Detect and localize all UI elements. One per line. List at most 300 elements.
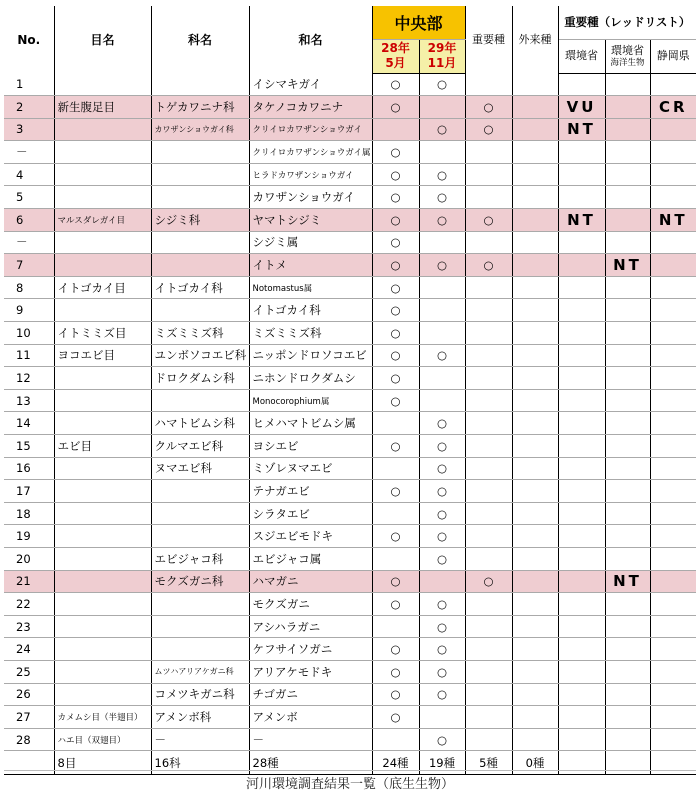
cell-name: エビジャコ属 [249,547,372,570]
cell-shizuoka [650,525,696,548]
cell-shizuoka [650,322,696,345]
cell-ministry-env [558,728,605,751]
cell-shizuoka [650,660,696,683]
cell-important [465,638,512,661]
cell-name: ハマガニ [249,570,372,593]
cell-alien: 0種 [512,751,558,775]
cell-no: 27 [4,706,54,729]
cell-ministry-env [558,254,605,277]
cell-family [151,163,249,186]
table-row [4,276,696,299]
cell-survey-2017-nov: ○ [419,683,465,706]
cell-ministry-env [558,141,605,164]
cell-survey-2016-may: ○ [372,660,419,683]
cell-name: クリイロカワザンショウガイ属 [249,141,372,164]
cell-ministry-env-marine [605,547,650,570]
cell-name: ヤマトシジミ [249,209,372,232]
cell-ministry-env-marine [605,276,650,299]
cell-alien [512,209,558,232]
cell-order [54,231,151,254]
cell-name: タケノコカワニナ [249,96,372,119]
header-ministry-env-marine-top: 環境省 [611,43,645,57]
cell-important [465,435,512,458]
cell-order: ハエ目（双翅目） [54,728,151,751]
cell-survey-2017-nov [419,322,465,345]
cell-no: 19 [4,525,54,548]
cell-ministry-env-marine [605,457,650,480]
cell-survey-2017-nov: ○ [419,480,465,503]
cell-survey-2016-may: ○ [372,96,419,119]
cell-ministry-env-marine [605,73,650,96]
cell-important [465,163,512,186]
cell-order [54,186,151,209]
cell-family: ドロクダムシ科 [151,367,249,390]
cell-name: ニッポンドロソコエビ [249,344,372,367]
cell-survey-2016-may: ○ [372,186,419,209]
table-row [4,502,696,525]
cell-survey-2017-nov: ○ [419,209,465,232]
cell-no: 25 [4,660,54,683]
cell-no: 18 [4,502,54,525]
table-row [4,254,696,277]
cell-ministry-env-marine [605,525,650,548]
cell-survey-2016-may: ○ [372,638,419,661]
cell-important [465,299,512,322]
cell-order [54,389,151,412]
cell-no: 2 [4,96,54,119]
cell-ministry-env [558,457,605,480]
cell-family [151,638,249,661]
cell-family [151,299,249,322]
table-row [4,593,696,616]
cell-important [465,276,512,299]
cell-survey-2017-nov [419,299,465,322]
cell-ministry-env [558,751,605,775]
cell-shizuoka [650,186,696,209]
table-row [4,73,696,96]
cell-order: 8目 [54,751,151,775]
cell-family: ユンボソコエビ科 [151,344,249,367]
table-caption: 河川環境調査結果一覧（底生生物） [245,777,454,792]
cell-ministry-env [558,322,605,345]
cell-family: イトゴカイ科 [151,276,249,299]
cell-family: コメツキガニ科 [151,683,249,706]
header-ministry-env-marine-bottom: 海洋生物 [610,57,645,68]
cell-survey-2017-nov [419,570,465,593]
cell-no: 22 [4,593,54,616]
cell-family: 16科 [151,751,249,775]
benthos-survey-table [4,6,696,775]
cell-no: 4 [4,163,54,186]
cell-alien [512,389,558,412]
cell-shizuoka [650,344,696,367]
cell-important [465,706,512,729]
cell-alien [512,615,558,638]
cell-survey-2016-may [372,728,419,751]
cell-alien [512,660,558,683]
cell-order [54,141,151,164]
cell-no: 9 [4,299,54,322]
cell-family: エビジャコ科 [151,547,249,570]
cell-family [151,186,249,209]
cell-survey-2017-nov: ○ [419,163,465,186]
table-row [4,163,696,186]
cell-survey-2017-nov: ○ [419,457,465,480]
table-row [4,186,696,209]
cell-ministry-env [558,163,605,186]
cell-name: イトゴカイ科 [249,299,372,322]
cell-ministry-env [558,638,605,661]
cell-shizuoka [650,570,696,593]
table-row [4,525,696,548]
cell-family: トゲカワニナ科 [151,96,249,119]
cell-ministry-env [558,231,605,254]
cell-shizuoka [650,683,696,706]
cell-shizuoka [650,299,696,322]
cell-important [465,683,512,706]
caption-divider [4,770,696,771]
table-row [4,570,696,593]
cell-ministry-env-marine [605,299,650,322]
header-japanese-name: 和名 [249,6,372,73]
cell-shizuoka [650,118,696,141]
cell-no: 13 [4,389,54,412]
cell-order: イトゴカイ目 [54,276,151,299]
cell-alien [512,525,558,548]
cell-survey-2016-may: ○ [372,163,419,186]
cell-family: － [151,728,249,751]
cell-important: ○ [465,118,512,141]
cell-shizuoka [650,615,696,638]
cell-order [54,593,151,616]
cell-name: イトメ [249,254,372,277]
cell-family: ハマトビムシ科 [151,412,249,435]
table-row [4,683,696,706]
cell-family [151,525,249,548]
cell-name: ヒラドカワザンショウガイ [249,163,372,186]
cell-alien [512,435,558,458]
cell-survey-2017-nov: ○ [419,502,465,525]
table-row [4,209,696,232]
table-row [4,660,696,683]
cell-survey-2016-may: ○ [372,254,419,277]
cell-ministry-env [558,367,605,390]
cell-no: 26 [4,683,54,706]
cell-survey-2016-may: ○ [372,231,419,254]
cell-name: － [249,728,372,751]
cell-survey-2016-may: ○ [372,480,419,503]
cell-survey-2017-nov: ○ [419,412,465,435]
cell-order [54,615,151,638]
cell-no: 21 [4,570,54,593]
cell-family [151,593,249,616]
cell-name: アメンボ [249,706,372,729]
cell-ministry-env: NT [558,209,605,232]
cell-survey-2016-may [372,547,419,570]
cell-ministry-env-marine [605,186,650,209]
header-central-area: 中央部 [372,6,465,39]
cell-name: 28種 [249,751,372,775]
cell-no: 15 [4,435,54,458]
cell-survey-2016-may: ○ [372,525,419,548]
cell-ministry-env [558,435,605,458]
cell-no: 17 [4,480,54,503]
cell-ministry-env [558,593,605,616]
cell-ministry-env-marine [605,435,650,458]
cell-important [465,389,512,412]
cell-name: ヨシエビ [249,435,372,458]
cell-survey-2016-may: ○ [372,141,419,164]
cell-important: ○ [465,96,512,119]
cell-ministry-env: NT [558,118,605,141]
cell-shizuoka: NT [650,209,696,232]
cell-ministry-env-marine [605,502,650,525]
cell-survey-2017-nov: ○ [419,728,465,751]
header-important-species: 重要種 [465,6,512,73]
cell-ministry-env: VU [558,96,605,119]
cell-important [465,367,512,390]
cell-no: 24 [4,638,54,661]
cell-no: 1 [4,73,54,96]
cell-name: カワザンショウガイ [249,186,372,209]
totals-row [4,751,696,775]
cell-name: アリアケモドキ [249,660,372,683]
cell-no [4,751,54,775]
cell-ministry-env [558,480,605,503]
cell-alien [512,367,558,390]
cell-shizuoka [650,638,696,661]
cell-alien [512,480,558,503]
cell-order [54,547,151,570]
cell-survey-2016-may: ○ [372,73,419,96]
cell-alien [512,163,558,186]
cell-survey-2016-may: ○ [372,683,419,706]
cell-name: スジエビモドキ [249,525,372,548]
cell-ministry-env [558,502,605,525]
cell-survey-2017-nov: ○ [419,547,465,570]
cell-ministry-env-marine [605,163,650,186]
cell-shizuoka [650,706,696,729]
cell-alien [512,502,558,525]
table-row [4,615,696,638]
cell-alien [512,73,558,96]
cell-order: イトミミズ目 [54,322,151,345]
cell-important [465,525,512,548]
cell-ministry-env-marine [605,209,650,232]
cell-ministry-env [558,412,605,435]
cell-shizuoka [650,141,696,164]
cell-name: クリイロカワザンショウガイ [249,118,372,141]
cell-survey-2017-nov [419,367,465,390]
cell-alien [512,728,558,751]
cell-important: ○ [465,254,512,277]
cell-family: ムツハアリアケガニ科 [151,660,249,683]
cell-survey-2017-nov: ○ [419,615,465,638]
cell-important: ○ [465,570,512,593]
cell-alien [512,96,558,119]
cell-name: ヒメハマトビムシ属 [249,412,372,435]
cell-no: 7 [4,254,54,277]
cell-ministry-env-marine [605,412,650,435]
cell-important [465,593,512,616]
cell-alien [512,344,558,367]
cell-survey-2017-nov: ○ [419,118,465,141]
table-row [4,457,696,480]
cell-survey-2016-may [372,118,419,141]
cell-family: シジミ科 [151,209,249,232]
cell-shizuoka [650,480,696,503]
cell-name: ミズミミズ科 [249,322,372,345]
cell-ministry-env [558,73,605,96]
cell-alien [512,231,558,254]
cell-survey-2017-nov: ○ [419,254,465,277]
cell-important [465,615,512,638]
header-ministry-env-marine [605,39,650,73]
cell-no: 11 [4,344,54,367]
cell-order: マルスダレガイ目 [54,209,151,232]
cell-survey-2016-may: ○ [372,276,419,299]
table-row [4,706,696,729]
cell-shizuoka [650,435,696,458]
header-survey-2017-nov: 29年 11月 [419,39,465,73]
cell-survey-2017-nov [419,706,465,729]
cell-no: 10 [4,322,54,345]
cell-name: モクズガニ [249,593,372,616]
cell-ministry-env-marine [605,480,650,503]
cell-alien [512,118,558,141]
cell-family [151,615,249,638]
cell-alien [512,254,558,277]
table-row [4,96,696,119]
cell-alien [512,412,558,435]
cell-shizuoka [650,502,696,525]
cell-ministry-env [558,660,605,683]
cell-ministry-env-marine [605,141,650,164]
cell-alien [512,638,558,661]
cell-survey-2016-may: 24種 [372,751,419,775]
cell-important [465,344,512,367]
cell-order [54,502,151,525]
cell-ministry-env [558,683,605,706]
cell-order [54,480,151,503]
header-survey-2016-may: 28年 5月 [372,39,419,73]
cell-shizuoka [650,163,696,186]
header-shizuoka-prefecture: 静岡県 [650,39,696,73]
cell-shizuoka [650,728,696,751]
cell-important [465,141,512,164]
cell-important [465,502,512,525]
table-row [4,367,696,390]
cell-name: アシハラガニ [249,615,372,638]
cell-survey-2017-nov: ○ [419,344,465,367]
cell-family: クルマエビ科 [151,435,249,458]
cell-survey-2017-nov [419,141,465,164]
cell-shizuoka [650,457,696,480]
cell-ministry-env-marine [605,118,650,141]
cell-name: ニホンドロクダムシ [249,367,372,390]
cell-survey-2017-nov: 19種 [419,751,465,775]
table-row [4,231,696,254]
cell-no: 14 [4,412,54,435]
cell-ministry-env [558,299,605,322]
cell-ministry-env-marine [605,322,650,345]
cell-no: 6 [4,209,54,232]
table-row [4,118,696,141]
cell-shizuoka [650,254,696,277]
cell-important [465,412,512,435]
table-row [4,344,696,367]
cell-ministry-env [558,615,605,638]
cell-order [54,163,151,186]
cell-important [465,660,512,683]
header-family: 科名 [151,6,249,73]
cell-survey-2017-nov [419,96,465,119]
cell-shizuoka [650,412,696,435]
cell-family [151,73,249,96]
cell-family: ヌマエビ科 [151,457,249,480]
cell-survey-2016-may: ○ [372,593,419,616]
cell-survey-2016-may: ○ [372,570,419,593]
cell-order [54,254,151,277]
cell-no: － [4,231,54,254]
cell-family: ミズミミズ科 [151,322,249,345]
cell-ministry-env [558,706,605,729]
cell-ministry-env-marine [605,638,650,661]
header-no: No. [4,6,54,73]
cell-shizuoka [650,751,696,775]
cell-name: イシマキガイ [249,73,372,96]
cell-ministry-env-marine: NT [605,570,650,593]
cell-no: 5 [4,186,54,209]
cell-ministry-env-marine [605,389,650,412]
cell-important [465,322,512,345]
cell-ministry-env [558,389,605,412]
cell-name: シラタエビ [249,502,372,525]
table-row [4,322,696,345]
cell-no: 28 [4,728,54,751]
cell-survey-2017-nov: ○ [419,593,465,616]
cell-important [465,480,512,503]
cell-no: 3 [4,118,54,141]
cell-ministry-env-marine: NT [605,254,650,277]
header-order: 目名 [54,6,151,73]
cell-order [54,660,151,683]
cell-order [54,638,151,661]
cell-ministry-env-marine [605,593,650,616]
cell-important: 5種 [465,751,512,775]
cell-family [151,254,249,277]
cell-alien [512,186,558,209]
table-row [4,480,696,503]
cell-ministry-env [558,344,605,367]
cell-survey-2016-may: ○ [372,706,419,729]
table-row [4,638,696,661]
cell-order: 新生腹足目 [54,96,151,119]
cell-family: モクズガニ科 [151,570,249,593]
cell-alien [512,457,558,480]
cell-family [151,141,249,164]
cell-family [151,480,249,503]
cell-no: － [4,141,54,164]
cell-survey-2017-nov: ○ [419,186,465,209]
cell-name: ケフサイソガニ [249,638,372,661]
cell-survey-2017-nov: ○ [419,638,465,661]
cell-no: 23 [4,615,54,638]
header-redlist: 重要種（レッドリスト） [558,6,696,39]
cell-name: シジミ属 [249,231,372,254]
cell-family: カワザンショウガイ科 [151,118,249,141]
table-row [4,141,696,164]
